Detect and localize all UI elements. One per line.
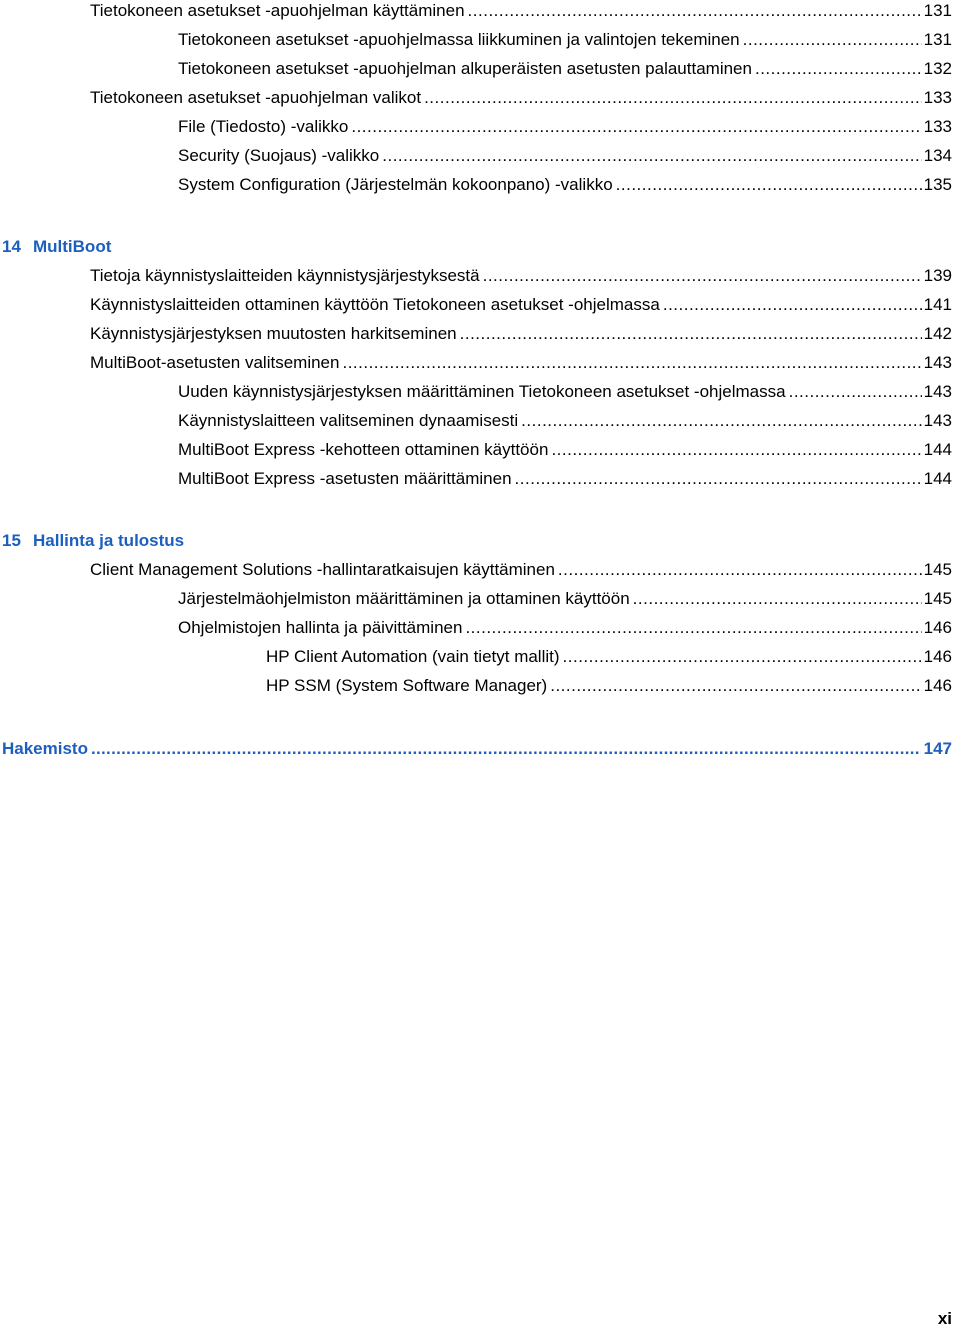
toc-entry-title: Järjestelmäohjelmiston määrittäminen ja ottaminen käyttöön [178,589,630,608]
toc-entry[interactable] [266,675,952,697]
index-entry[interactable] [2,738,952,760]
toc-entry[interactable] [178,116,952,138]
dot-leader [743,29,922,51]
toc-entry-title: Tietokoneen asetukset -apuohjelman käyttäminen [90,1,465,20]
toc-entry[interactable] [178,29,952,51]
toc-entry[interactable] [178,410,952,432]
toc-entry-title: Tietokoneen asetukset -apuohjelmassa liikkuminen ja valintojen tekeminen [178,30,740,49]
toc-entry[interactable] [90,87,952,109]
toc-entry[interactable] [178,439,952,461]
dot-leader [91,738,921,760]
toc-entry-page: 132 [923,59,952,78]
toc-entry-page: 133 [923,88,952,107]
index-page: 147 [923,739,952,758]
dot-leader [558,559,922,581]
toc-entry-title: Ohjelmistojen hallinta ja päivittäminen [178,618,463,637]
chapter-heading-15[interactable] [2,530,184,552]
page-number: xi [937,1309,952,1328]
toc-entry-title: System Configuration (Järjestelmän kokoonpano) -valikko [178,175,613,194]
dot-leader [342,352,921,374]
toc-entry-page: 133 [923,117,952,136]
dot-leader [515,468,922,490]
toc-entry-page: 143 [923,353,952,372]
toc-entry[interactable] [178,381,952,403]
toc-entry[interactable] [266,646,952,668]
toc-entry[interactable] [90,294,952,316]
toc-entry-title: Käynnistyslaitteiden ottaminen käyttöön Tietokoneen asetukset -ohjelmassa [90,295,660,314]
toc-entry-page: 139 [923,266,952,285]
dot-leader [755,58,922,80]
toc-entry-page: 146 [923,618,952,637]
toc-entry[interactable] [90,265,952,287]
toc-entry-title: HP SSM (System Software Manager) [266,676,548,695]
dot-leader [633,588,922,610]
toc-entry[interactable] [178,468,952,490]
toc-entry-title: Tietokoneen asetukset -apuohjelman valikot [90,88,422,107]
toc-entry[interactable] [90,323,952,345]
toc-entry-title: MultiBoot-asetusten valitseminen [90,353,340,372]
toc-entry-page: 135 [923,175,952,194]
dot-leader [351,116,921,138]
index-title: Hakemisto [2,739,88,758]
toc-entry-page: 146 [923,647,952,666]
toc-entry[interactable] [90,352,952,374]
toc-entry-title: Käynnistysjärjestyksen muutosten harkitseminen [90,324,457,343]
toc-entry-title: HP Client Automation (vain tietyt mallit) [266,647,560,666]
dot-leader [563,646,922,668]
chapter-number: 15 [2,531,21,550]
chapter-title: Hallinta ja tulostus [33,531,185,550]
toc-entry[interactable] [90,0,952,22]
dot-leader [424,87,922,109]
toc-entry[interactable] [178,588,952,610]
dot-leader [465,617,921,639]
toc-entry-title: Tietokoneen asetukset -apuohjelman alkuperäisten asetusten palauttaminen [178,59,752,78]
toc-entry[interactable] [178,617,952,639]
chapter-number: 14 [2,237,21,256]
toc-entry-title: Security (Suojaus) -valikko [178,146,380,165]
toc-entry-title: MultiBoot Express -kehotteen ottaminen käyttöön [178,440,549,459]
toc-entry[interactable] [178,145,952,167]
toc-entry-page: 131 [923,30,952,49]
toc-entry[interactable] [178,58,952,80]
toc-entry-page: 144 [923,469,952,488]
toc-entry-page: 141 [923,295,952,314]
toc-entry-page: 142 [923,324,952,343]
toc-entry-title: Uuden käynnistysjärjestyksen määrittäminen Tietokoneen asetukset -ohjelmassa [178,382,786,401]
toc-entry-page: 134 [923,146,952,165]
dot-leader [468,0,922,22]
toc-entry-title: Käynnistyslaitteen valitseminen dynaamisesti [178,411,519,430]
toc-entry-page: 145 [923,589,952,608]
toc-entry-page: 144 [923,440,952,459]
dot-leader [483,265,922,287]
toc-entry[interactable] [90,559,952,581]
dot-leader [551,439,921,461]
dot-leader [382,145,921,167]
toc-entry-page: 131 [923,1,952,20]
dot-leader [521,410,921,432]
toc-entry-page: 145 [923,560,952,579]
dot-leader [663,294,922,316]
toc-entry[interactable] [178,174,952,196]
dot-leader [789,381,922,403]
toc-entry-title: File (Tiedosto) -valikko [178,117,349,136]
toc-entry-title: MultiBoot Express -asetusten määrittäminen [178,469,512,488]
chapter-title: MultiBoot [33,237,112,256]
toc-entry-page: 146 [923,676,952,695]
toc-entry-page: 143 [923,411,952,430]
toc-entry-title: Client Management Solutions -hallintaratkaisujen käyttäminen [90,560,555,579]
dot-leader [460,323,922,345]
dot-leader [550,675,921,697]
chapter-heading-14[interactable] [2,236,111,258]
toc-entry-title: Tietoja käynnistyslaitteiden käynnistysjärjestyksestä [90,266,480,285]
toc-entry-page: 143 [923,382,952,401]
dot-leader [616,174,922,196]
